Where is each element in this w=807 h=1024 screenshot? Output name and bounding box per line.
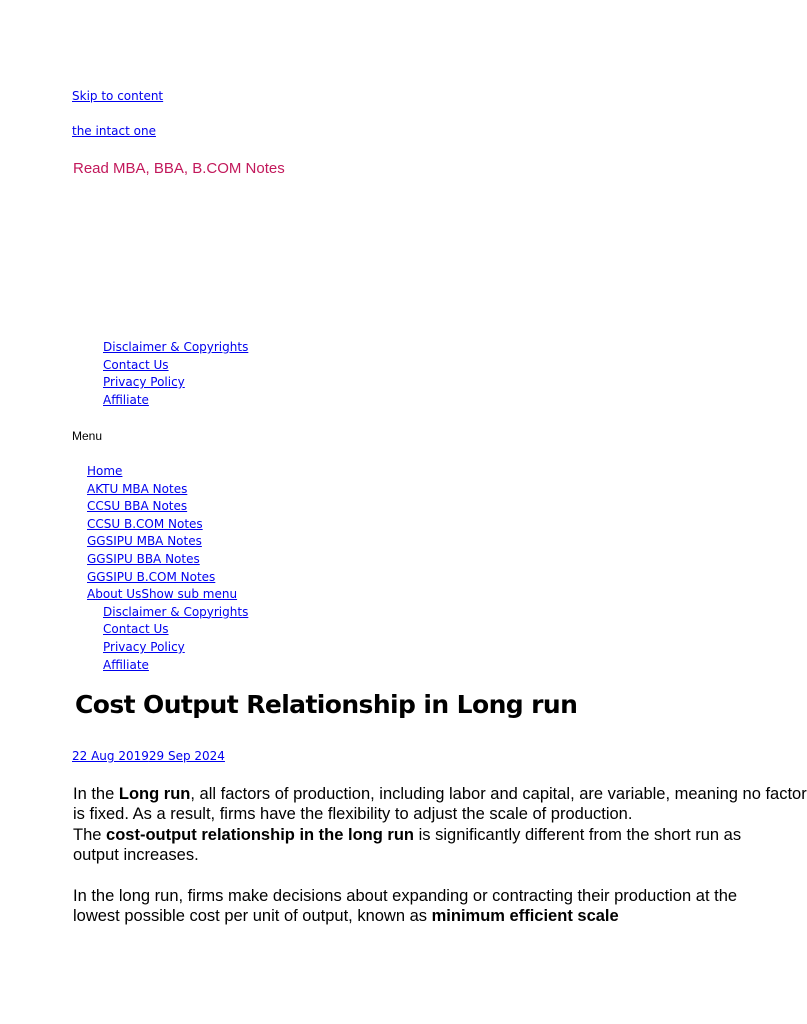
submenu-link-contact[interactable]: Contact Us	[103, 622, 169, 637]
text: , all factors of production, including labor and capital, are variable, meaning no factor	[190, 785, 807, 803]
bold-term-long-run: Long run	[118, 785, 191, 803]
site-tagline: Read MBA, BBA, B.COM Notes	[73, 160, 285, 177]
published-date: 22 Aug 2019	[72, 749, 149, 763]
list-item	[103, 392, 248, 410]
paragraph-2	[73, 886, 738, 927]
site-title-link[interactable]: the intact one	[72, 124, 156, 138]
list-item	[87, 551, 248, 569]
article-content	[73, 784, 807, 946]
bold-term-min-efficient-scale: minimum efficient scale	[431, 907, 619, 926]
text: In the long run, firms make decisions about expanding or contracting their production at the	[73, 886, 738, 905]
nav-item-ggsipu-bba[interactable]: GGSIPU BBA Notes	[87, 551, 200, 566]
top-submenu-link-privacy[interactable]: Privacy Policy	[103, 375, 185, 390]
list-item	[87, 586, 248, 604]
paragraph-1	[73, 784, 807, 866]
submenu-link-affiliate[interactable]: Affiliate	[103, 657, 149, 672]
submenu-link-privacy[interactable]: Privacy Policy	[103, 639, 185, 654]
skip-to-content-link[interactable]: Skip to content	[72, 89, 164, 103]
nav-item-home[interactable]: Home	[87, 464, 123, 478]
nav-item-about-us[interactable]	[87, 587, 237, 601]
list-item	[87, 463, 248, 481]
nav-item-aktu-mba[interactable]: AKTU MBA Notes	[87, 481, 188, 496]
list-item	[103, 339, 248, 357]
text: lowest possible cost per unit of output, known as	[73, 907, 432, 926]
about-us-label: About Us	[87, 587, 142, 602]
list-item	[103, 357, 248, 375]
text: is significantly different from the short run as	[414, 825, 742, 844]
nav-item-ggsipu-bcom[interactable]: GGSIPU B.COM Notes	[87, 569, 216, 584]
list-item	[87, 604, 248, 674]
list-item	[87, 516, 248, 534]
text: is fixed. As a result, firms have the flexibility to adjust the scale of production.	[73, 805, 633, 824]
top-submenu-link-disclaimer[interactable]: Disclaimer & Copyrights	[103, 340, 249, 354]
bold-term-cost-output: cost-output relationship in the long run	[106, 825, 415, 844]
article-title: Cost Output Relationship in Long run	[75, 690, 578, 719]
nav-item-ggsipu-mba[interactable]: GGSIPU MBA Notes	[87, 534, 202, 549]
list-item	[103, 604, 248, 622]
list-item	[87, 533, 248, 551]
top-submenu-link-affiliate[interactable]: Affiliate	[103, 392, 149, 407]
article-dates-link[interactable]	[72, 749, 225, 763]
list-item	[103, 639, 248, 657]
submenu-link-disclaimer[interactable]: Disclaimer & Copyrights	[103, 604, 249, 619]
menu-toggle[interactable]: Menu	[72, 429, 103, 443]
top-submenu-link-contact[interactable]: Contact Us	[103, 357, 169, 372]
nav-item-ccsu-bba[interactable]: CCSU BBA Notes	[87, 499, 188, 514]
list-item	[87, 498, 248, 516]
list-item	[103, 657, 248, 675]
text: output increases.	[73, 846, 199, 865]
list-item	[87, 569, 248, 587]
show-submenu-toggle[interactable]: Show sub menu	[141, 587, 238, 602]
main-navigation	[87, 463, 248, 674]
about-submenu	[87, 604, 248, 674]
list-item	[87, 481, 248, 499]
top-submenu	[103, 339, 248, 409]
updated-date: 29 Sep 2024	[148, 749, 225, 763]
list-item	[103, 621, 248, 639]
nav-item-ccsu-bcom[interactable]: CCSU B.COM Notes	[87, 516, 203, 531]
list-item	[103, 374, 248, 392]
text: The	[73, 825, 107, 844]
text: In the	[73, 785, 119, 803]
